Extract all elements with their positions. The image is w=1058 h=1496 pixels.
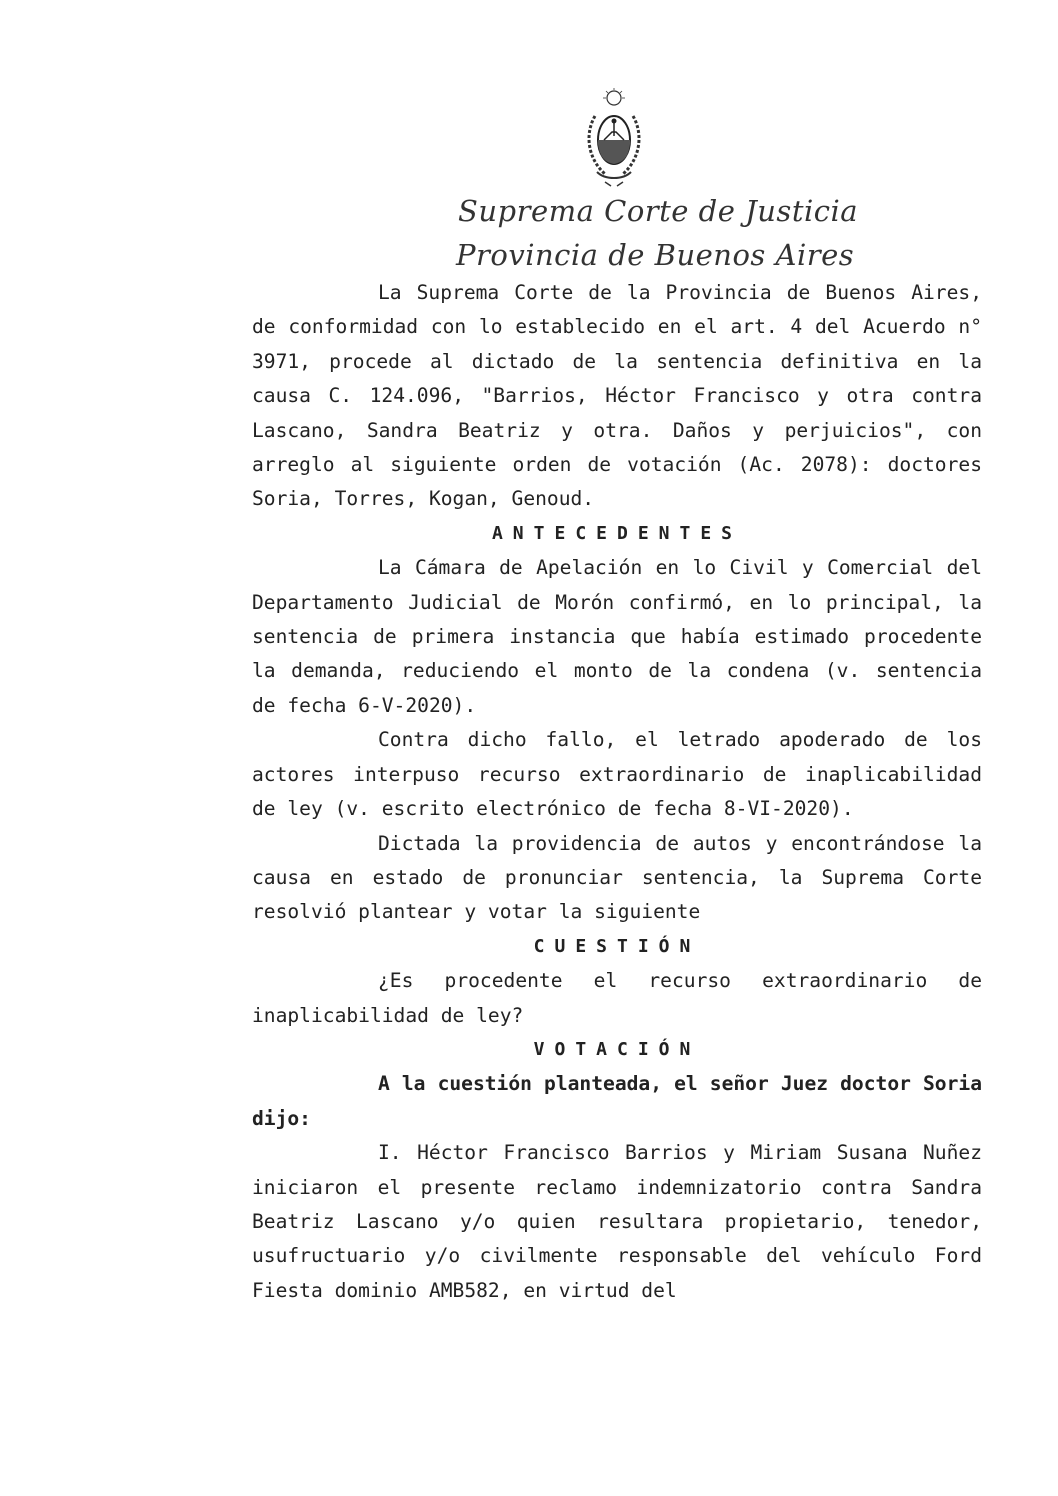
antecedentes-paragraph-1: La Cámara de Apelación en lo Civil y Comercial del Departamento Judicial de Morón confirmó, en lo principal, la sentencia de primera instancia que había estimado procedente la demanda, reduciendo el monto de la condena (v. sentencia de fecha 6-V-2020). <box>252 556 982 717</box>
intro-paragraph: La Suprema Corte de la Provincia de Buenos Aires, de conformidad con lo establecido en el art. 4 del Acuerdo n° 3971, procede al dictado de la sentencia definitiva en la causa C. 124.096, "Barrios, Héctor Francisco y otra contra Lascano, Sandra Beatriz y otra. Daños y perjuicios", con arreglo al siguiente orden de votación (Ac. 2078): doctores Soria, Torres, Kogan, Genoud. <box>252 281 982 511</box>
votacion-paragraph-1: I. Héctor Francisco Barrios y Miriam Susana Nuñez iniciaron el presente reclamo indemnizatorio contra Sandra Beatriz Lascano y/o quien resultara propietario, tenedor, usufructuario y/o civilmente responsable del vehículo Ford Fiesta dominio AMB582, en virtud del <box>252 1141 982 1302</box>
heading-votacion: VOTACIÓN <box>533 1038 701 1060</box>
ruling-body <box>252 276 982 1308</box>
heading-antecedentes: ANTECEDENTES <box>491 522 743 544</box>
province-name: Provincia de Buenos Aires <box>456 238 855 272</box>
coat-of-arms-seal-icon <box>583 88 645 192</box>
antecedentes-paragraph-3: Dictada la providencia de autos y encontrándose la causa en estado de pronunciar sentencia, la Suprema Corte resolvió plantear y votar la siguiente <box>252 831 982 924</box>
cuestion-paragraph: ¿Es procedente el recurso extraordinario de inaplicabilidad de ley? <box>252 969 982 1027</box>
heading-cuestion: CUESTIÓN <box>533 935 701 957</box>
votacion-subheading: A la cuestión planteada, el señor Juez doctor Soria dijo: <box>252 1072 982 1130</box>
antecedentes-paragraph-2: Contra dicho fallo, el letrado apoderado de los actores interpuso recurso extraordinario de inaplicabilidad de ley (v. escrito electrónico de fecha 8-VI-2020). <box>252 728 982 821</box>
court-name: Suprema Corte de Justicia <box>458 194 859 228</box>
